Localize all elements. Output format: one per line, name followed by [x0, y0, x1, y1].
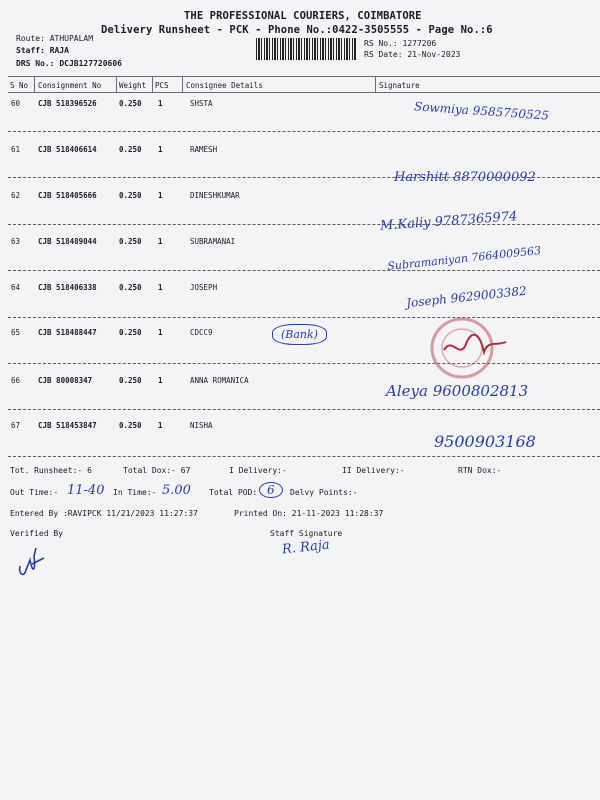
delvy-points-label: Delvy Points:-: [290, 488, 358, 497]
out-time-label: Out Time:-: [10, 488, 59, 497]
row-consignment: CJB 518453847: [38, 421, 97, 430]
row-pcs: 1: [158, 237, 163, 246]
row-consignee: SHSTA: [190, 99, 213, 108]
col-divider: [375, 76, 376, 92]
signature-row-60: Sowmiya 9585750525: [413, 99, 550, 123]
col-header-consignment: Consignment No: [38, 81, 102, 90]
company-name: THE PROFESSIONAL COURIERS, COIMBATORE: [184, 10, 422, 22]
note-bank: (Bank): [272, 324, 327, 345]
row-sno: 62: [11, 191, 21, 200]
signature-row-61: Harshitt 8870000092: [394, 170, 536, 185]
runsheet-subtitle: Delivery Runsheet - PCK - Phone No.:0422-3505555 - Page No.:6: [101, 24, 493, 36]
signature-row-66: Aleya 9600802813: [386, 382, 529, 400]
col-divider: [34, 76, 35, 92]
col-header-pcs: PCS: [155, 81, 169, 90]
row-consignment: CJB 518396526: [38, 99, 97, 108]
col-header-weight: Weight: [119, 81, 147, 90]
row-divider: [8, 317, 600, 318]
rs-number: RS No.: 1277206: [364, 39, 437, 48]
row-consignment: CJB 518405666: [38, 191, 97, 200]
signature-row-64: Joseph 9629003382: [405, 283, 528, 311]
signature-row-63: Subramaniyan 7664009563: [386, 243, 542, 274]
row-weight: 0.250: [119, 421, 142, 430]
col-divider: [182, 76, 183, 92]
row-consignee: CDCC9: [190, 328, 213, 337]
row-consignment: CJB 518406338: [38, 283, 97, 292]
entered-by: Entered By :RAVIPCK 11/21/2023 11:27:37: [10, 509, 198, 518]
rs-date: RS Date: 21-Nov-2023: [364, 50, 461, 59]
row-pcs: 1: [158, 421, 163, 430]
row-weight: 0.250: [119, 99, 142, 108]
in-time-label: In Time:-: [113, 488, 157, 497]
total-runsheet: Tot. Runsheet:- 6: [10, 466, 92, 475]
row-sno: 61: [11, 145, 21, 154]
row-pcs: 1: [158, 283, 163, 292]
row-consignee: JOSEPH: [190, 283, 218, 292]
row-consignee: NISHA: [190, 421, 213, 430]
signature-row-67: 9500903168: [434, 432, 536, 451]
barcode-image: [256, 38, 356, 60]
row-consignment: CJB 518406614: [38, 145, 97, 154]
rtn-dox: RTN Dox:-: [458, 466, 502, 475]
row-sno: 66: [11, 376, 21, 385]
printed-on: Printed On: 21-11-2023 11:28:37: [234, 509, 384, 518]
table-top-rule: [8, 76, 600, 77]
row-consignee: SUBRAMANAI: [190, 237, 236, 246]
row-consignee: ANNA ROMANICA: [190, 376, 249, 385]
col-header-consignee: Consignee Details: [186, 81, 263, 90]
row-sno: 64: [11, 283, 21, 292]
i-delivery: I Delivery:-: [229, 466, 287, 475]
row-weight: 0.250: [119, 191, 142, 200]
row-sno: 65: [11, 328, 21, 337]
row-consignee: DINESHKUMAR: [190, 191, 240, 200]
verified-signature: [14, 544, 50, 584]
row-sno: 63: [11, 237, 21, 246]
row-pcs: 1: [158, 99, 163, 108]
row-weight: 0.250: [119, 145, 142, 154]
row-divider: [8, 409, 600, 410]
row-divider: [8, 270, 600, 271]
table-header-rule: [8, 92, 600, 93]
out-time-value: 11-40: [67, 483, 105, 498]
route-label: Route: ATHUPALAM: [16, 34, 94, 43]
row-sno: 67: [11, 421, 21, 430]
row-consignment: CJB 518488447: [38, 328, 97, 337]
row-divider: [8, 363, 600, 364]
col-divider: [116, 76, 117, 92]
row-pcs: 1: [158, 376, 163, 385]
drs-number: DRS No.: DCJB127720606: [16, 59, 122, 68]
row-weight: 0.250: [119, 376, 142, 385]
row-divider: [8, 131, 600, 132]
staff-label: Staff: RAJA: [16, 46, 69, 55]
signature-scribble: [440, 330, 510, 364]
staff-signature: R. Raja: [281, 537, 331, 558]
row-divider: [8, 456, 600, 457]
row-weight: 0.250: [119, 237, 142, 246]
total-pod-label: Total POD:: [209, 488, 258, 497]
row-consignee: RAMESH: [190, 145, 218, 154]
row-consignment: CJB 518489044: [38, 237, 97, 246]
total-pod-value: 6: [259, 482, 283, 498]
in-time-value: 5.00: [162, 483, 191, 498]
row-consignment: CJB 80008347: [38, 376, 93, 385]
col-header-sno: S No: [10, 81, 29, 90]
row-sno: 60: [11, 99, 21, 108]
signature-row-62: M.Kaliy 9787365974: [379, 209, 518, 234]
ii-delivery: II Delivery:-: [342, 466, 405, 475]
row-pcs: 1: [158, 191, 163, 200]
total-dox: Total Dox:- 67: [123, 466, 191, 475]
col-divider: [152, 76, 153, 92]
col-header-signature: Signature: [379, 81, 420, 90]
verified-by-label: Verified By: [10, 529, 63, 538]
row-pcs: 1: [158, 145, 163, 154]
staff-signature-label: Staff Signature: [270, 529, 343, 538]
row-weight: 0.250: [119, 328, 142, 337]
row-weight: 0.250: [119, 283, 142, 292]
row-pcs: 1: [158, 328, 163, 337]
